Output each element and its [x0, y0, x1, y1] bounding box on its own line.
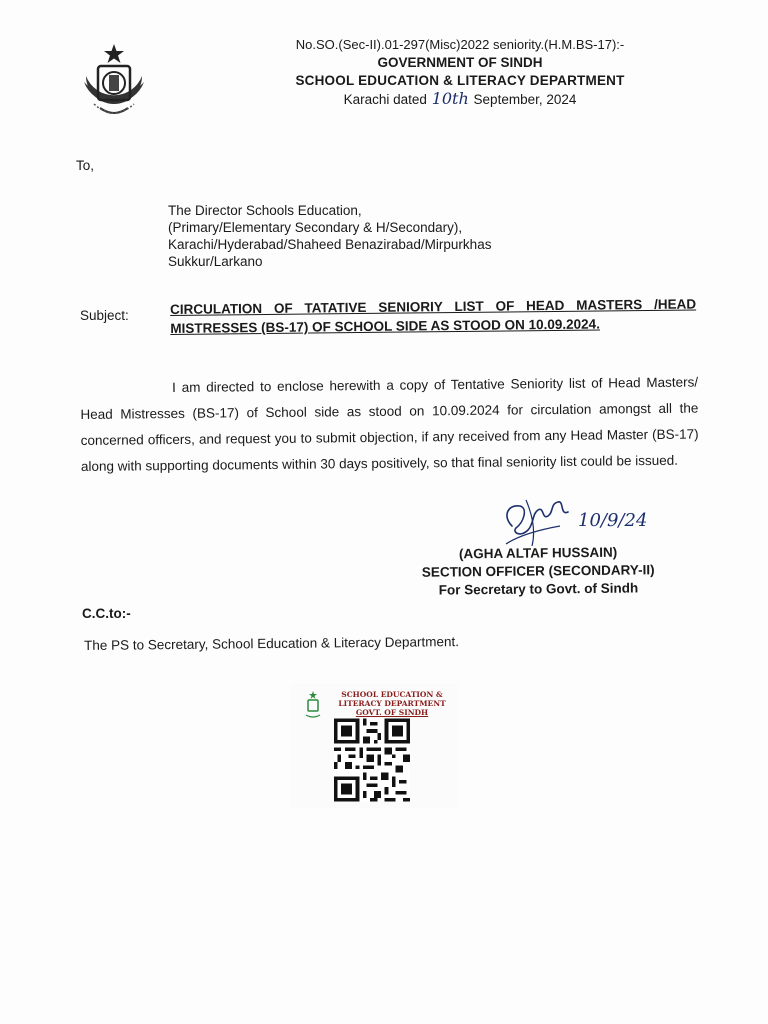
signatory-designation: SECTION OFFICER (SECONDARY-II)	[421, 562, 655, 580]
body-paragraph	[80, 370, 699, 480]
cc-label: C.C.to:-	[82, 606, 131, 621]
signature-date: 10/9/24	[578, 510, 648, 531]
signatory-name: (AGHA ALTAF HUSSAIN)	[458, 544, 618, 562]
letter-date	[240, 90, 680, 109]
government-of-sindh-emblem-icon	[74, 42, 154, 124]
subject-text: CIRCULATION OF TATATIVE SENIORIY LIST OF HEAD MASTERS /HEAD MISTRESSES (BS-17) OF SCHOOL SIDE AS STOOD ON 10.09.2024.	[170, 296, 697, 336]
reference-number: No.SO.(Sec-II).01-297(Misc)2022 seniority.(H.M.BS-17):-	[295, 37, 625, 52]
signatory-block	[396, 543, 681, 600]
addressee-line: Sukkur/Larkano	[168, 254, 263, 269]
department-stamp	[290, 684, 458, 808]
stamp-text	[330, 690, 454, 717]
signatory-for-line: For Secretary to Govt. of Sindh	[438, 580, 639, 598]
date-suffix: September, 2024	[473, 92, 577, 107]
department-title: SCHOOL EDUCATION & LITERACY DEPARTMENT	[295, 73, 625, 88]
handwritten-day: 10th	[431, 89, 469, 108]
stamp-line: LITERACY DEPARTMENT	[338, 699, 446, 708]
sindh-emblem-green-icon	[298, 690, 328, 720]
letter-header	[240, 36, 680, 109]
addressee-line: Karachi/Hyderabad/Shaheed Benazirabad/Mirpurkhas	[168, 237, 492, 252]
qr-code-icon	[334, 718, 410, 802]
government-title: GOVERNMENT OF SINDH	[377, 55, 543, 70]
addressee-block	[168, 202, 491, 270]
subject-label: Subject:	[80, 308, 129, 323]
stamp-line: GOVT. OF SINDH	[355, 708, 429, 717]
addressee-line: The Director Schools Education,	[168, 203, 362, 218]
stamp-line: SCHOOL EDUCATION &	[341, 690, 443, 699]
body-text: I am directed to enclose herewith a copy of Tentative Seniority list of Head Masters/ Head Mistresses (BS-17) of School side as stood on 10.09.2024 for circulation amongst all the concerned officers, and request you to submit objection, if any received from any Head Master (BS-17) along with supporting documents within 30 days positively, so that final seniority list could be issued.	[80, 374, 699, 474]
addressee-line: (Primary/Elementary Secondary & H/Secondary),	[168, 220, 463, 235]
salutation: To,	[76, 158, 95, 173]
cc-item: The PS to Secretary, School Education & Literacy Department.	[84, 634, 460, 653]
date-prefix: Karachi dated	[343, 92, 427, 107]
